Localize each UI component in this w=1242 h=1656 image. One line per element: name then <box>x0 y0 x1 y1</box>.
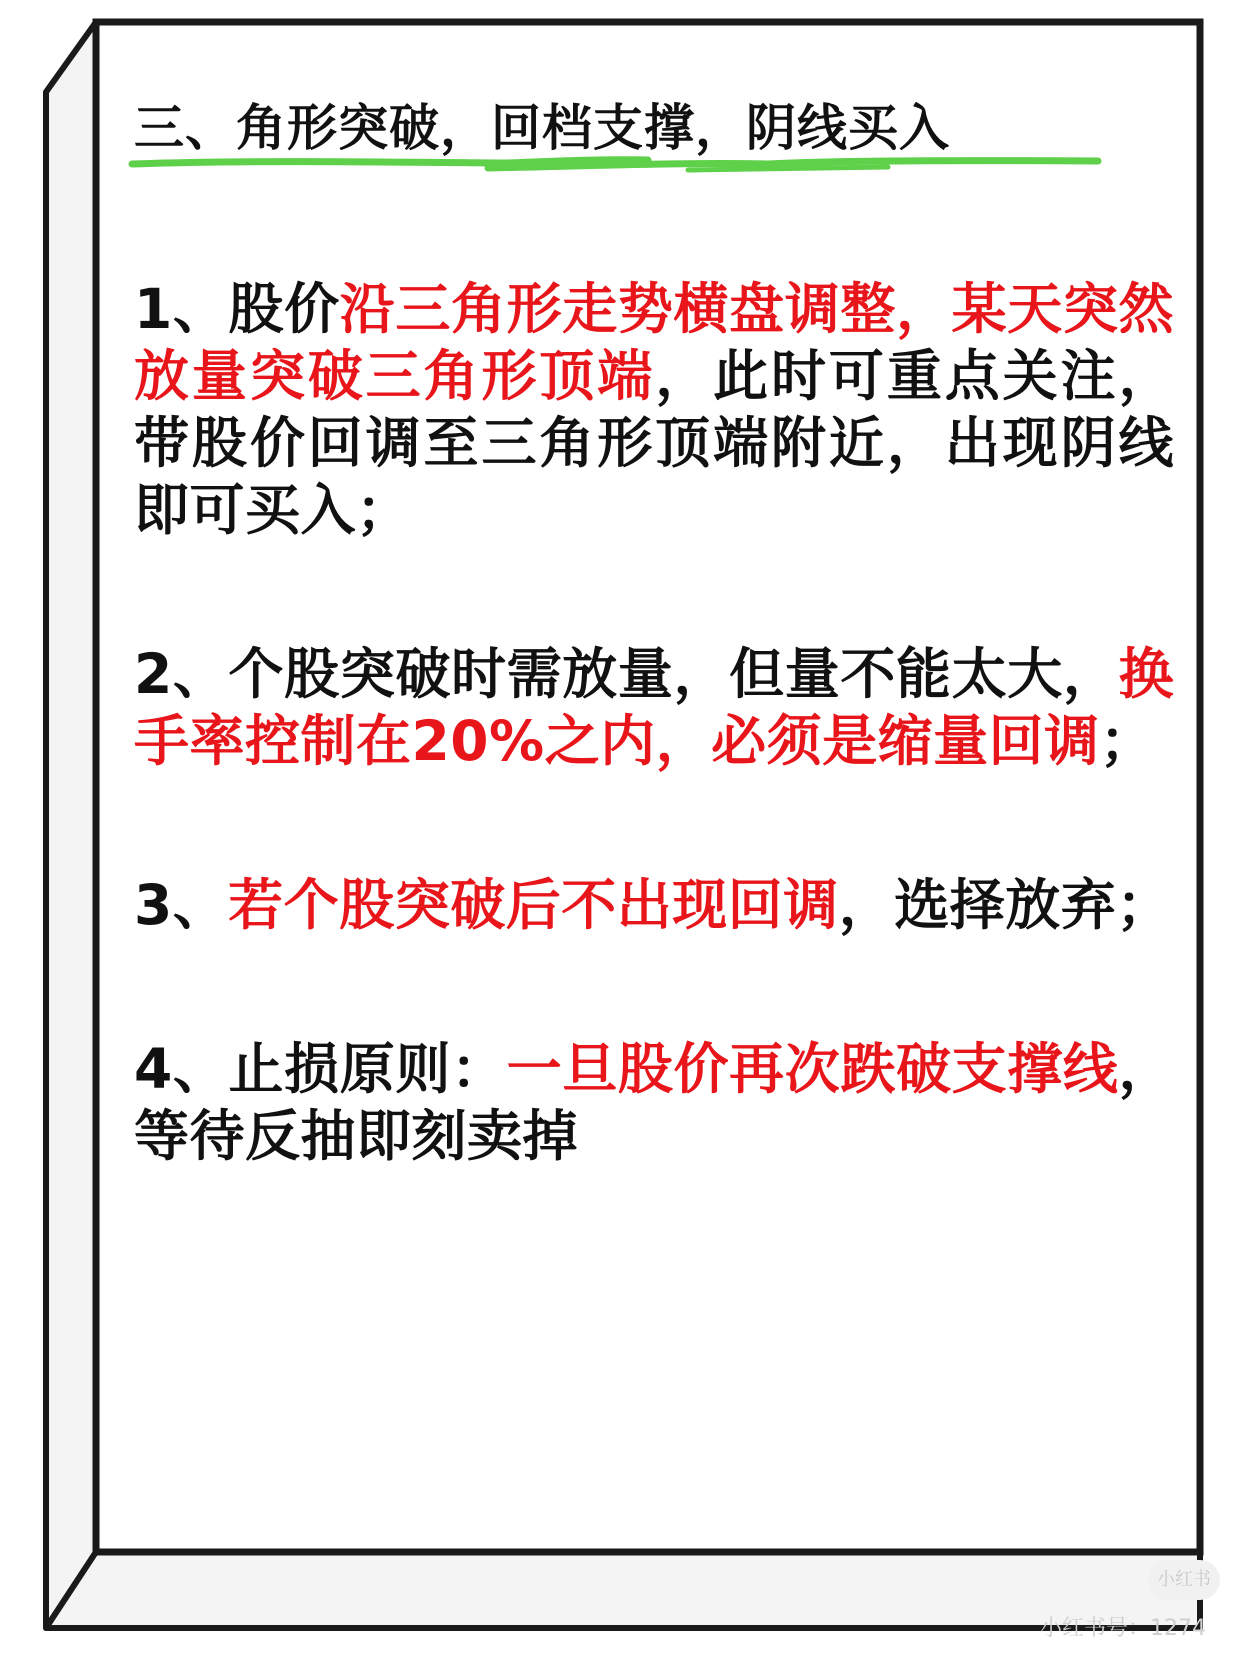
watermark-logo: 小红书 <box>1148 1560 1220 1600</box>
section-title-text: 三、角形突破，回档支撑，阴线买入 <box>134 99 950 157</box>
rule-2-text-a: 2、个股突破时需放量，但量不能太大， <box>134 642 1119 706</box>
watermark-text: 小红书号：1274 <box>1040 1616 1206 1641</box>
rule-4-text-a: 4、止损原则： <box>134 1037 507 1101</box>
rule-1-text-a: 1、股价 <box>134 277 340 341</box>
rule-item-3 <box>134 872 1174 939</box>
page-content <box>134 98 1174 1170</box>
rule-item-2 <box>134 641 1174 775</box>
section-title <box>134 98 1174 168</box>
rule-1-text-b: ，此时可重点关注，带股价回调至三角形顶端附近，出现阴线即可买入； <box>134 344 1174 542</box>
rule-4-highlight: 一旦股价再次跌破支撑线 <box>506 1037 1119 1101</box>
rule-3-highlight: 若个股突破后不出现回调 <box>228 873 839 937</box>
rule-item-4 <box>134 1036 1174 1170</box>
rule-4-text-b: ，等待反抽即刻卖掉 <box>134 1037 1174 1168</box>
rule-2-text-b: ； <box>1099 709 1156 773</box>
rule-3-text-a: 3、 <box>134 873 229 937</box>
rule-2-highlight: 换手率控制在20%之内，必须是缩量回调 <box>134 642 1174 773</box>
rule-item-1 <box>134 276 1174 544</box>
rule-1-highlight: 沿三角形走势横盘调整，某天突然放量突破三角形顶端 <box>134 277 1174 408</box>
rule-3-text-b: ，选择放弃； <box>838 873 1172 937</box>
